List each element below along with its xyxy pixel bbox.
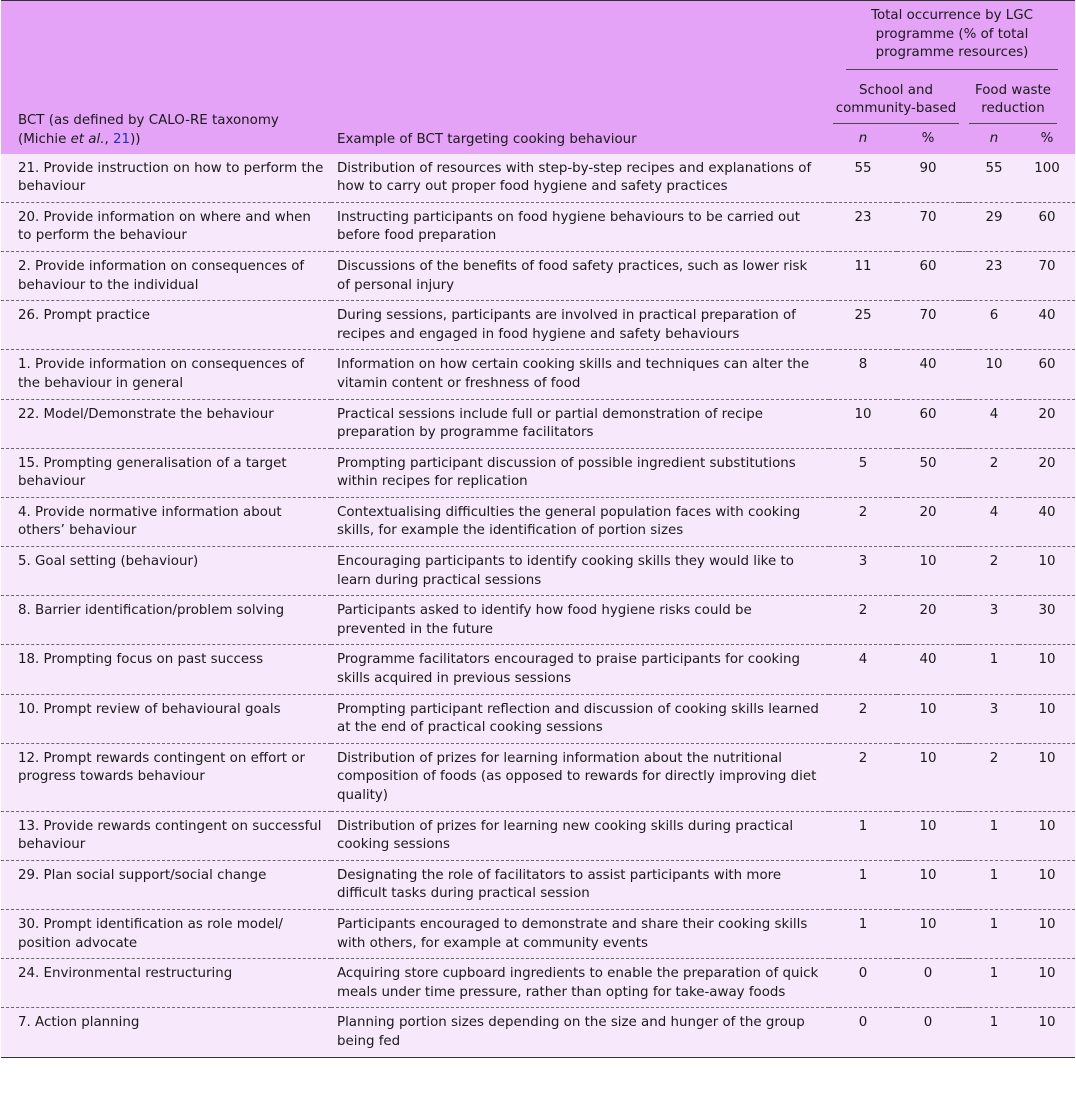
sc-pct-cell: 10 — [897, 547, 959, 596]
header-group-cell — [829, 1, 1075, 76]
gap-cell — [959, 497, 969, 546]
fw-n-cell: 1 — [969, 645, 1019, 694]
header-bct-label-line2-prefix: (Michie — [18, 131, 71, 147]
fw-n-cell: 29 — [969, 202, 1019, 251]
sc-pct-cell: 70 — [897, 202, 959, 251]
table-row — [1, 909, 1075, 958]
fw-n-cell: 2 — [969, 448, 1019, 497]
fw-n-cell: 23 — [969, 251, 1019, 300]
sc-n-cell: 1 — [829, 860, 897, 909]
header-gap-2 — [959, 128, 969, 154]
sc-n-cell: 2 — [829, 497, 897, 546]
sc-pct-cell: 20 — [897, 596, 959, 645]
sc-n-cell: 25 — [829, 301, 897, 350]
sc-pct-cell: 20 — [897, 497, 959, 546]
gap-cell — [959, 399, 969, 448]
gap-cell — [959, 350, 969, 399]
sc-n-cell: 3 — [829, 547, 897, 596]
table-row — [1, 959, 1075, 1008]
sc-n-cell: 10 — [829, 399, 897, 448]
sc-pct-cell: 10 — [897, 743, 959, 811]
bct-cell: 20. Provide information on where and when to perform the behaviour — [1, 202, 331, 251]
bct-table — [1, 0, 1075, 1058]
fw-n-cell: 4 — [969, 497, 1019, 546]
header-bct-label: BCT (as defined by CALO-RE taxonomy — [18, 113, 279, 129]
sc-n-cell: 1 — [829, 909, 897, 958]
bct-cell: 8. Barrier identification/problem solving — [1, 596, 331, 645]
gap-cell — [959, 959, 969, 1008]
header-example-label: Example of BCT targeting cooking behaviour — [337, 131, 637, 147]
bct-cell: 1. Provide information on consequences of the behaviour in general — [1, 350, 331, 399]
sc-pct-cell: 40 — [897, 350, 959, 399]
example-cell: Encouraging participants to identify cooking skills they would like to learn during practical sessions — [331, 547, 829, 596]
bct-cell: 29. Plan social support/social change — [1, 860, 331, 909]
sc-n-cell: 1 — [829, 811, 897, 860]
sc-pct-cell: 90 — [897, 154, 959, 203]
fw-pct-cell: 40 — [1019, 497, 1075, 546]
table-body — [1, 154, 1075, 1057]
gap-cell — [959, 251, 969, 300]
header-group-label: Total occurrence by LGC programme (% of total programme resources) — [846, 7, 1058, 70]
table-row — [1, 154, 1075, 203]
table-header — [1, 1, 1075, 154]
gap-cell — [959, 547, 969, 596]
sc-pct-cell: 10 — [897, 811, 959, 860]
header-food-waste-label: Food waste reduction — [969, 82, 1057, 124]
fw-n-cell: 55 — [969, 154, 1019, 203]
fw-pct-cell: 60 — [1019, 202, 1075, 251]
example-cell: Planning portion sizes depending on the size and hunger of the group being fed — [331, 1008, 829, 1057]
fw-pct-cell: 30 — [1019, 596, 1075, 645]
fw-n-cell: 3 — [969, 694, 1019, 743]
fw-pct-cell: 10 — [1019, 959, 1075, 1008]
fw-pct-cell: 10 — [1019, 811, 1075, 860]
sc-n-cell: 11 — [829, 251, 897, 300]
fw-pct-cell: 60 — [1019, 350, 1075, 399]
table-row — [1, 743, 1075, 811]
table-row — [1, 1008, 1075, 1057]
fw-pct-cell: 10 — [1019, 1008, 1075, 1057]
table-row — [1, 251, 1075, 300]
sc-pct-cell: 0 — [897, 1008, 959, 1057]
header-bct-etal: et al. — [70, 131, 105, 147]
gap-cell — [959, 448, 969, 497]
bct-cell: 26. Prompt practice — [1, 301, 331, 350]
table-row — [1, 202, 1075, 251]
gap-cell — [959, 645, 969, 694]
bct-cell: 15. Prompting generalisation of a target behaviour — [1, 448, 331, 497]
fw-n-cell: 1 — [969, 909, 1019, 958]
example-cell: Participants encouraged to demonstrate and share their cooking skills with others, for example at community events — [331, 909, 829, 958]
example-cell: Distribution of prizes for learning new cooking skills during practical cooking sessions — [331, 811, 829, 860]
table-row — [1, 547, 1075, 596]
sc-pct-cell: 0 — [897, 959, 959, 1008]
bct-cell: 18. Prompting focus on past success — [1, 645, 331, 694]
gap-cell — [959, 301, 969, 350]
example-cell: Participants asked to identify how food hygiene risks could be prevented in the future — [331, 596, 829, 645]
table-row — [1, 645, 1075, 694]
sc-pct-cell: 60 — [897, 399, 959, 448]
example-cell: During sessions, participants are involved in practical preparation of recipes and engaged in food hygiene and safety behaviours — [331, 301, 829, 350]
example-cell: Designating the role of facilitators to assist participants with more difficult tasks during practical session — [331, 860, 829, 909]
table-row — [1, 399, 1075, 448]
sc-n-cell: 2 — [829, 694, 897, 743]
sc-pct-cell: 50 — [897, 448, 959, 497]
gap-cell — [959, 596, 969, 645]
fw-n-cell: 2 — [969, 743, 1019, 811]
bct-cell: 12. Prompt rewards contingent on effort or progress towards behaviour — [1, 743, 331, 811]
table-row — [1, 596, 1075, 645]
sc-pct-cell: 70 — [897, 301, 959, 350]
header-gap — [959, 76, 969, 128]
fw-n-cell: 6 — [969, 301, 1019, 350]
fw-pct-cell: 40 — [1019, 301, 1075, 350]
table-row — [1, 301, 1075, 350]
sc-n-cell: 0 — [829, 1008, 897, 1057]
example-cell: Instructing participants on food hygiene behaviours to be carried out before food preparation — [331, 202, 829, 251]
example-cell: Acquiring store cupboard ingredients to enable the preparation of quick meals under time pressure, rather than opting for take-away foods — [331, 959, 829, 1008]
header-school-community-label: School and community-based — [833, 82, 959, 124]
bct-cell: 10. Prompt review of behavioural goals — [1, 694, 331, 743]
gap-cell — [959, 811, 969, 860]
header-bct-column — [1, 1, 331, 154]
gap-cell — [959, 743, 969, 811]
example-cell: Programme facilitators encouraged to praise participants for cooking skills acquired in previous sessions — [331, 645, 829, 694]
fw-pct-cell: 20 — [1019, 399, 1075, 448]
header-fw-pct: % — [1040, 130, 1054, 146]
example-cell: Information on how certain cooking skills and techniques can alter the vitamin content or freshness of food — [331, 350, 829, 399]
sc-pct-cell: 10 — [897, 694, 959, 743]
sc-n-cell: 5 — [829, 448, 897, 497]
fw-n-cell: 1 — [969, 860, 1019, 909]
fw-pct-cell: 10 — [1019, 645, 1075, 694]
fw-n-cell: 4 — [969, 399, 1019, 448]
example-cell: Contextualising difficulties the general population faces with cooking skills, for example the identification of portion sizes — [331, 497, 829, 546]
table-row — [1, 497, 1075, 546]
example-cell: Practical sessions include full or partial demonstration of recipe preparation by programme facilitators — [331, 399, 829, 448]
sc-pct-cell: 60 — [897, 251, 959, 300]
fw-pct-cell: 10 — [1019, 743, 1075, 811]
sc-pct-cell: 10 — [897, 860, 959, 909]
gap-cell — [959, 202, 969, 251]
bct-cell: 7. Action planning — [1, 1008, 331, 1057]
gap-cell — [959, 909, 969, 958]
fw-pct-cell: 100 — [1019, 154, 1075, 203]
example-cell: Discussions of the benefits of food safety practices, such as lower risk of personal injury — [331, 251, 829, 300]
fw-n-cell: 1 — [969, 1008, 1019, 1057]
fw-n-cell: 1 — [969, 959, 1019, 1008]
table-row — [1, 860, 1075, 909]
fw-n-cell: 3 — [969, 596, 1019, 645]
fw-pct-cell: 10 — [1019, 860, 1075, 909]
header-fw-n: n — [989, 130, 999, 146]
fw-pct-cell: 70 — [1019, 251, 1075, 300]
example-cell: Prompting participant reflection and discussion of cooking skills learned at the end of practical cooking sessions — [331, 694, 829, 743]
fw-pct-cell: 10 — [1019, 547, 1075, 596]
header-sc-n: n — [858, 130, 868, 146]
bct-cell: 5. Goal setting (behaviour) — [1, 547, 331, 596]
bct-cell: 30. Prompt identification as role model/ position advocate — [1, 909, 331, 958]
gap-cell — [959, 1008, 969, 1057]
sc-pct-cell: 40 — [897, 645, 959, 694]
fw-pct-cell: 20 — [1019, 448, 1075, 497]
sc-n-cell: 2 — [829, 743, 897, 811]
bct-cell: 4. Provide normative information about others’ behaviour — [1, 497, 331, 546]
fw-n-cell: 2 — [969, 547, 1019, 596]
bct-cell: 21. Provide instruction on how to perform the behaviour — [1, 154, 331, 203]
header-school-community — [829, 76, 959, 128]
header-sc-pct: % — [921, 130, 935, 146]
header-food-waste — [969, 76, 1075, 128]
sc-n-cell: 8 — [829, 350, 897, 399]
sc-n-cell: 2 — [829, 596, 897, 645]
bct-cell: 2. Provide information on consequences of behaviour to the individual — [1, 251, 331, 300]
header-example-column — [331, 1, 829, 154]
table-row — [1, 448, 1075, 497]
table-row — [1, 350, 1075, 399]
sc-n-cell: 23 — [829, 202, 897, 251]
bct-cell: 24. Environmental restructuring — [1, 959, 331, 1008]
example-cell: Distribution of resources with step-by-step recipes and explanations of how to carry out proper food hygiene and safety practices — [331, 154, 829, 203]
header-bct-label-line2-suffix: )) — [130, 131, 141, 147]
example-cell: Prompting participant discussion of possible ingredient substitutions within recipes for replication — [331, 448, 829, 497]
gap-cell — [959, 694, 969, 743]
fw-n-cell: 10 — [969, 350, 1019, 399]
bct-table-container — [1, 0, 1075, 1058]
citation-link[interactable]: 21 — [113, 131, 131, 147]
example-cell: Distribution of prizes for learning information about the nutritional composition of foods (as opposed to rewards for directly improving diet quality) — [331, 743, 829, 811]
fw-n-cell: 1 — [969, 811, 1019, 860]
header-bct-label-line2-mid: , — [104, 131, 114, 147]
fw-pct-cell: 10 — [1019, 909, 1075, 958]
fw-pct-cell: 10 — [1019, 694, 1075, 743]
table-row — [1, 811, 1075, 860]
sc-pct-cell: 10 — [897, 909, 959, 958]
table-row — [1, 694, 1075, 743]
gap-cell — [959, 860, 969, 909]
sc-n-cell: 4 — [829, 645, 897, 694]
sc-n-cell: 0 — [829, 959, 897, 1008]
bct-cell: 13. Provide rewards contingent on successful behaviour — [1, 811, 331, 860]
sc-n-cell: 55 — [829, 154, 897, 203]
bct-cell: 22. Model/Demonstrate the behaviour — [1, 399, 331, 448]
gap-cell — [959, 154, 969, 203]
